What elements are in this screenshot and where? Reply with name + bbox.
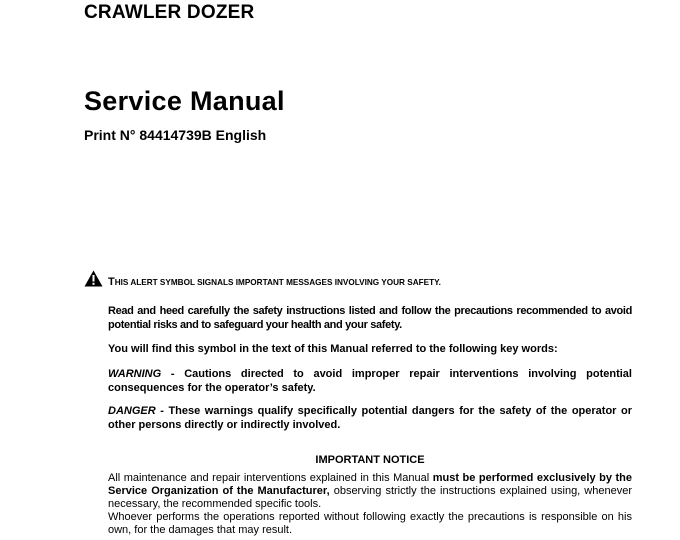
danger-label: DANGER: [108, 405, 156, 417]
warning-text: - Cautions directed to avoid improper repair interventions involving potential consequences for the operator’s safety.: [108, 368, 632, 394]
notice-p1-start: All maintenance and repair interventions explained in this Manual: [108, 472, 433, 484]
symbol-note-paragraph: You will find this symbol in the text of this Manual referred to the following key words:: [108, 343, 558, 355]
warning-label: WARNING: [108, 368, 162, 380]
manual-title: Service Manual: [84, 86, 285, 116]
alert-text: HIS ALERT SYMBOL SIGNALS IMPORTANT MESSAGES INVOLVING YOUR SAFETY.: [114, 278, 441, 287]
notice-paragraph-1: [108, 472, 632, 511]
important-notice-body: [108, 472, 632, 537]
important-notice-heading: IMPORTANT NOTICE: [315, 454, 425, 466]
danger-paragraph: [108, 405, 632, 432]
notice-p1-bold: must be performed exclusively by the Service Organization of the Manufacturer,: [108, 472, 632, 497]
alert-first-letter: T: [108, 276, 115, 288]
print-number: Print N° 84414739B English: [84, 127, 267, 143]
safety-instructions-paragraph: Read and heed carefully the safety instructions listed and follow the precautions recommended to avoid potential risks and to safeguard your health and your safety.: [108, 305, 632, 331]
danger-text: - These warnings qualify specifically potential dangers for the safety of the operator or other persons directly or indirectly involved.: [108, 405, 632, 431]
warning-triangle-icon: [84, 270, 103, 287]
alert-statement: [108, 276, 441, 288]
notice-paragraph-2: Whoever performs the operations reported without following exactly the precautions is responsible on his own, for the damages that may result.: [108, 511, 632, 536]
product-title: CRAWLER DOZER: [84, 2, 255, 23]
warning-paragraph: [108, 368, 632, 395]
notice-p1-end: observing strictly the instructions explained using, whenever necessary, the recommended specific tools.: [108, 485, 632, 510]
